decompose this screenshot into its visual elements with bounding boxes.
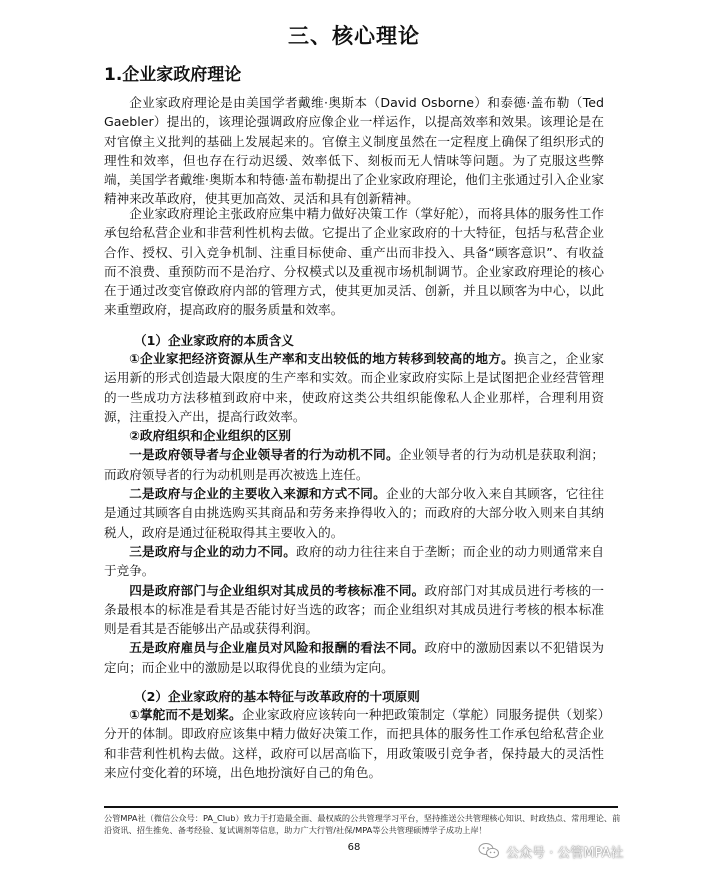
principle-1 xyxy=(104,705,604,782)
page-number: 68 xyxy=(347,842,361,853)
watermark-text: 公众号 · 公管MPA社 xyxy=(506,845,624,861)
chapter-title: 三、核心理论 xyxy=(288,24,420,48)
footer-note: 公管MPA社（微信公众号：PA_Club）致力于打造最全面、最权威的公共管理学习平台，坚持推送公共管理核心知识、时政热点、常用理论、前沿资讯、招生推免、备考经验、复试调剂等信息，助力广大行管/社保/MPA等公共管理硕博学子成功上岸！ xyxy=(104,813,621,835)
difference-5-lead: 五是政府雇员与企业雇员对风险和报酬的看法不同。 xyxy=(129,640,425,656)
item-2-lead: ②政府组织和企业组织的区别 xyxy=(129,428,291,444)
item-2-heading xyxy=(104,426,604,445)
difference-2-lead: 二是政府与企业的主要收入来源和方式不同。 xyxy=(129,486,386,502)
difference-2 xyxy=(104,484,604,542)
difference-1-lead: 一是政府领导者与企业领导者的行为动机不同。 xyxy=(129,447,399,463)
paragraph-1: 企业家政府理论是由美国学者戴维·奥斯本（David Osborne）和泰德·盖布勒（Ted Gaebler）提出的，该理论强调政府应像企业一样运作，以提高效率和效果。该理论是在对官僚主义批判的基础上发展起来的。官僚主义制度虽然在一定程度上确保了组织形式的理性和效率，但也存在行动迟缓、效率低下、刻板而无人情味等问题。为了克服这些弊端，美国学者戴维·奥斯本和特德·盖布勒提出了企业家政府理论，他们主张通过引入企业家精神来改革政府，使其更加高效、灵活和具有创新精神。 xyxy=(104,95,604,207)
item-1-lead: ①企业家把经济资源从生产率和支出较低的地方转移到较高的地方。 xyxy=(129,351,515,366)
paragraph-2: 企业家政府理论主张政府应集中精力做好决策工作（掌好舵），而将具体的服务性工作承包给私营企业和非营利性机构去做。它提出了企业家政府的十大特征，包括与私营企业合作、授权、引入竞争机制、注重目标使命、重产出而非投入、具备“顾客意识”、有收益而不浪费、重预防而不是治疗、分权模式以及重视市场机制调节。企业家政府理论的核心在于通过改变官僚政府内部的管理方式，使其更加灵活、创新，并且以顾客为中心，以此来重塑政府，提高政府的服务质量和效率。 xyxy=(104,206,604,318)
difference-4-lead: 四是政府部门与企业组织对其成员的考核标准不同。 xyxy=(129,582,425,598)
subsection-heading-1: （1）企业家政府的本质含义 xyxy=(134,333,294,348)
difference-1-text: 企业领导者的行为动机是获取利润；而政府领导者的行为动机则是再次被选上连任。 xyxy=(104,447,605,482)
section-heading: 1.企业家政府理论 xyxy=(104,65,242,85)
difference-3-lead: 三是政府与企业的动力不同。 xyxy=(129,543,297,559)
watermark xyxy=(478,840,624,862)
difference-2-text: 企业的大部分收入来自其顾客，它往往是通过其顾客自由挑选购买其商品和劳务来挣得收入的；而政府的大部分收入则来自其纳税人，政府是通过征税取得其主要收入的。 xyxy=(104,486,605,540)
principle-1-lead: ①掌舵而不是划桨。 xyxy=(129,707,242,722)
difference-3 xyxy=(104,542,604,581)
principle-1-text: 企业家政府应该转向一种把政策制定（掌舵）同服务提供（划桨）分开的体制。即政府应该集中精力做好决策工作，而把具体的服务性工作承包给私营企业和非营利性机构去做。这样，政府可以居高临下，用政策吸引竞争者，保持最大的灵活性来应付变化着的环境，出色地扮演好自己的角色。 xyxy=(104,707,604,780)
item-1 xyxy=(104,349,604,426)
subsection-body-2 xyxy=(104,705,604,782)
difference-5-text: 政府中的激励因素以不犯错误为定向；而企业中的激励是以取得优良的业绩为定向。 xyxy=(104,640,605,675)
difference-4-text: 政府部门对其成员进行考核的一条最根本的标准是看其是否能讨好当选的政客；而企业组织对其成员进行考核的根本标准则是看其是否能够出产品或获得利润。 xyxy=(104,582,605,637)
item-1-text: 换言之，企业家运用新的形式创造最大限度的生产率和实效。而企业家政府实际上是试图把企业经营管理的一些成功方法移植到政府中来，使政府这类公共组织能像私人企业那样，合理利用资源，注重投入产出，提高行政效率。 xyxy=(104,351,604,424)
difference-1 xyxy=(104,445,604,484)
wechat-icon xyxy=(478,842,500,860)
difference-3-text: 政府的动力往往来自于垄断；而企业的动力则通常来自于竞争。 xyxy=(104,543,605,579)
difference-5 xyxy=(104,638,604,677)
footer-rule xyxy=(104,806,618,808)
difference-4 xyxy=(104,581,604,639)
subsection-body-1 xyxy=(104,349,604,677)
subsection-heading-2: （2）企业家政府的基本特征与改革政府的十项原则 xyxy=(134,689,420,704)
